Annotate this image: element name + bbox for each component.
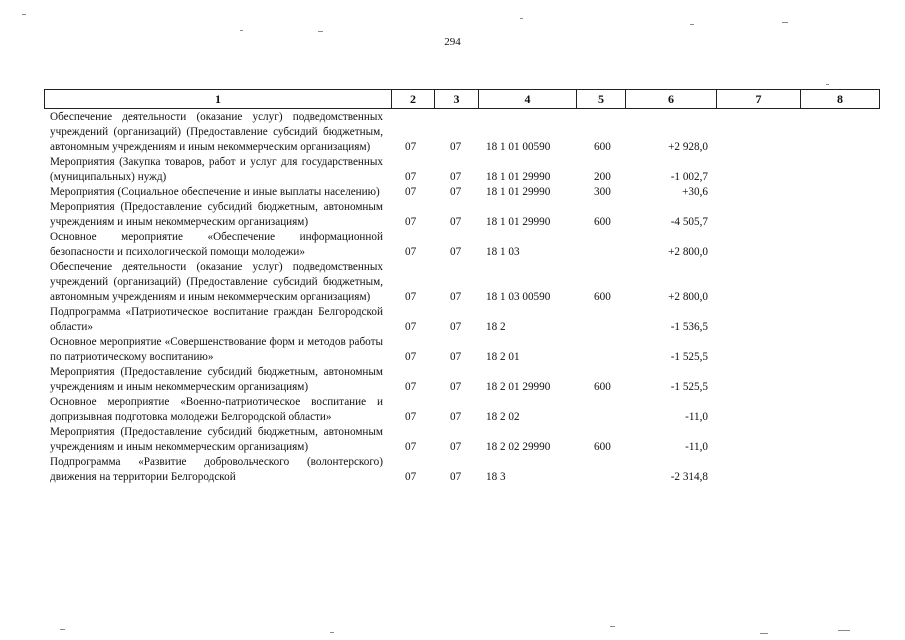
row-subsection: 07: [450, 411, 462, 423]
row-description: Мероприятия (Предоставление субсидий бюджетным, автономным учреждениям и иным некоммерческим организациям): [50, 201, 383, 228]
scan-speck: [330, 632, 334, 633]
row-description: Мероприятия (Предоставление субсидий бюджетным, автономным учреждениям и иным некоммерческим организациям): [50, 366, 383, 393]
row-subsection: 07: [450, 381, 462, 393]
row-subsection: 07: [450, 441, 462, 453]
table-row: [0, 200, 905, 230]
row-target-code: 18 3: [486, 471, 506, 483]
row-section: 07: [405, 291, 417, 303]
table-row: [0, 155, 905, 185]
column-header-3: 3: [435, 90, 479, 108]
row-expense-type: 600: [594, 141, 611, 153]
row-target-code: 18 2: [486, 321, 506, 333]
row-section: 07: [405, 351, 417, 363]
row-section: 07: [405, 321, 417, 333]
row-section: 07: [405, 381, 417, 393]
row-section: 07: [405, 471, 417, 483]
scan-speck: [838, 630, 850, 631]
row-expense-type: 600: [594, 381, 611, 393]
row-amount: -11,0: [685, 411, 708, 423]
scan-speck: [240, 30, 243, 31]
row-subsection: 07: [450, 291, 462, 303]
table-row: [0, 260, 905, 305]
row-target-code: 18 1 01 29990: [486, 171, 551, 183]
column-header-8: 8: [837, 92, 843, 106]
row-target-code: 18 2 02: [486, 411, 520, 423]
row-description: Мероприятия (Предоставление субсидий бюджетным, автономным учреждениям и иным некоммерческим организациям): [50, 426, 383, 453]
row-section: 07: [405, 171, 417, 183]
row-section: 07: [405, 411, 417, 423]
table-row: [0, 455, 905, 485]
row-amount: +30,6: [682, 186, 708, 198]
column-header-4: 4: [479, 90, 577, 108]
row-section: 07: [405, 246, 417, 258]
row-description: Мероприятия (Закупка товаров, работ и услуг для государственных (муниципальных) нужд): [50, 156, 383, 183]
row-section: 07: [405, 216, 417, 228]
row-amount: -11,0: [685, 441, 708, 453]
column-header-1: 1: [45, 90, 392, 108]
row-subsection: 07: [450, 351, 462, 363]
table-header: [44, 89, 880, 109]
scan-speck: [318, 31, 323, 32]
row-subsection: 07: [450, 186, 462, 198]
scan-speck: [760, 633, 768, 634]
row-amount: +2 800,0: [668, 291, 708, 303]
row-subsection: 07: [450, 471, 462, 483]
row-subsection: 07: [450, 171, 462, 183]
scan-speck: [22, 14, 26, 15]
table-body: [0, 110, 905, 485]
table-row: [0, 425, 905, 455]
row-subsection: 07: [450, 216, 462, 228]
row-target-code: 18 1 03: [486, 246, 520, 258]
table-row: [0, 230, 905, 260]
row-description: Основное мероприятие «Обеспечение информационной безопасности и психологической помощи молодежи»: [50, 231, 383, 258]
row-amount: -4 505,7: [670, 216, 708, 228]
row-amount: +2 928,0: [668, 141, 708, 153]
row-expense-type: 600: [594, 441, 611, 453]
scan-speck: [690, 24, 694, 25]
row-description: Основное мероприятие «Военно-патриотическое воспитание и допризывная подготовка молодежи Белгородской области»: [50, 396, 383, 423]
row-target-code: 18 2 02 29990: [486, 441, 551, 453]
row-description: Подпрограмма «Развитие добровольческого (волонтерского) движения на территории Белгородской: [50, 456, 383, 483]
row-target-code: 18 1 01 29990: [486, 216, 551, 228]
column-header-5: 5: [577, 90, 626, 108]
row-amount: -1 525,5: [670, 381, 708, 393]
row-description: Обеспечение деятельности (оказание услуг) подведомственных учреждений (организаций) (Предоставление субсидий бюджетным, автономным учреждениям и иным некоммерческим организациям): [50, 261, 383, 303]
row-subsection: 07: [450, 246, 462, 258]
row-section: 07: [405, 186, 417, 198]
row-amount: -1 525,5: [670, 351, 708, 363]
scan-speck: [520, 18, 523, 19]
table-row: [0, 395, 905, 425]
page-number: 294: [444, 36, 461, 48]
row-subsection: 07: [450, 321, 462, 333]
table-row: [0, 365, 905, 395]
row-description: Подпрограмма «Патриотическое воспитание граждан Белгородской области»: [50, 306, 383, 333]
row-target-code: 18 1 03 00590: [486, 291, 551, 303]
row-target-code: 18 2 01: [486, 351, 520, 363]
row-expense-type: 600: [594, 216, 611, 228]
row-subsection: 07: [450, 141, 462, 153]
row-expense-type: 200: [594, 171, 611, 183]
scan-speck: [826, 84, 829, 85]
row-description: Мероприятия (Социальное обеспечение и иные выплаты населению): [50, 186, 380, 198]
scan-speck: [60, 629, 65, 630]
row-section: 07: [405, 141, 417, 153]
row-amount: -1 002,7: [670, 171, 708, 183]
row-description: Основное мероприятие «Совершенствование форм и методов работы по патриотическому воспитанию»: [50, 336, 383, 363]
column-header-2: 2: [392, 90, 435, 108]
column-header-7: 7: [717, 90, 801, 108]
table-row: [0, 110, 905, 155]
row-expense-type: 300: [594, 186, 611, 198]
row-amount: -2 314,8: [670, 471, 708, 483]
scan-speck: [610, 626, 615, 627]
table-row: [0, 335, 905, 365]
row-expense-type: 600: [594, 291, 611, 303]
row-target-code: 18 1 01 00590: [486, 141, 551, 153]
row-target-code: 18 2 01 29990: [486, 381, 551, 393]
table-row: [0, 185, 905, 200]
scan-speck: [782, 22, 788, 23]
table-row: [0, 305, 905, 335]
row-description: Обеспечение деятельности (оказание услуг) подведомственных учреждений (организаций) (Предоставление субсидий бюджетным, автономным учреждениям и иным некоммерческим организациям): [50, 111, 383, 153]
row-section: 07: [405, 441, 417, 453]
row-target-code: 18 1 01 29990: [486, 186, 551, 198]
row-amount: -1 536,5: [670, 321, 708, 333]
column-header-6: 6: [626, 90, 717, 108]
row-amount: +2 800,0: [668, 246, 708, 258]
